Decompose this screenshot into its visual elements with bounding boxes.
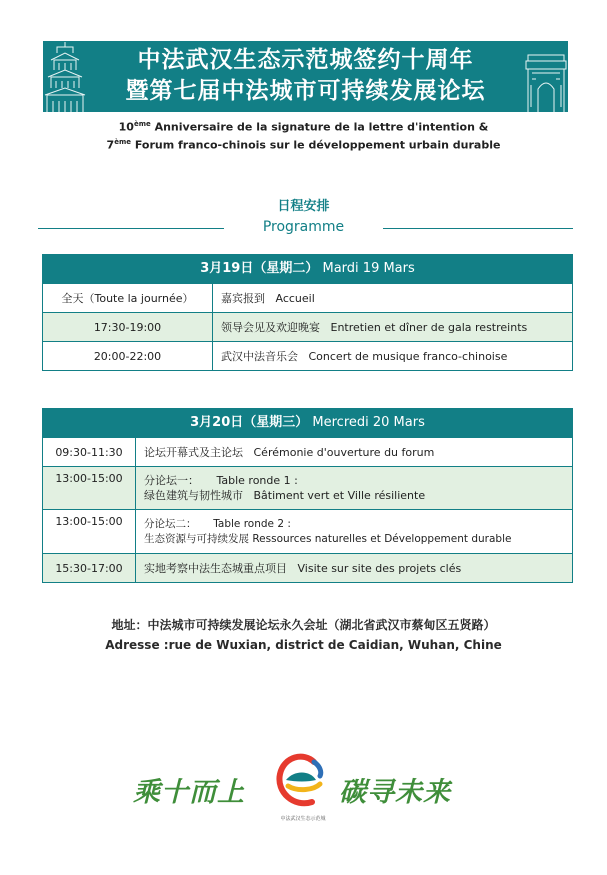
slogan-right: 碳寻未来 bbox=[339, 777, 451, 808]
day1-header-cn: 3月19日（星期二） bbox=[200, 261, 319, 276]
subtitle-line2 bbox=[0, 135, 607, 153]
day2-header-fr: Mercredi 20 Mars bbox=[312, 415, 425, 430]
event-cn: 领导会见及欢迎晚宴 bbox=[221, 321, 320, 334]
address-cn: 地址：中法城市可持续发展论坛永久会址（湖北省武汉市蔡甸区五贤路） bbox=[111, 618, 496, 632]
subtitle-line1-text: Anniversaire de la signature de la lettre d'intention & bbox=[150, 120, 489, 134]
event-fr: Entretien et dîner de gala restreints bbox=[330, 321, 528, 334]
slogan-left: 乘十而上 bbox=[133, 777, 245, 808]
programme-title-cn: 日程安排 bbox=[277, 199, 330, 214]
event-cn-2: 绿色建筑与韧性城市 bbox=[144, 489, 243, 502]
event-fr: Visite sur site des projets clés bbox=[297, 562, 462, 575]
schedule-day2-header bbox=[43, 409, 572, 437]
event-cell bbox=[136, 467, 425, 509]
table-row bbox=[43, 466, 572, 509]
subtitle-line1-number: 10 bbox=[118, 120, 134, 134]
event-fr: Table ronde 2 : bbox=[213, 517, 291, 530]
subtitle-line2-number: 7 bbox=[106, 138, 115, 152]
banner-title-line1: 中法武汉生态示范城签约十周年 bbox=[137, 47, 474, 73]
event-cell bbox=[136, 554, 461, 582]
event-fr-2: Bâtiment vert et Ville résiliente bbox=[253, 489, 426, 502]
event-cn: 分论坛一： bbox=[144, 474, 199, 487]
schedule-day1-header bbox=[43, 255, 572, 283]
banner-title bbox=[43, 45, 568, 107]
event-cell bbox=[136, 438, 434, 466]
time-cell: 20:00-22:00 bbox=[43, 342, 213, 370]
event-cell bbox=[213, 313, 527, 341]
event-cell bbox=[136, 510, 511, 553]
time-cell: 17:30-19:00 bbox=[43, 313, 213, 341]
event-fr: Cérémonie d'ouverture du forum bbox=[253, 446, 435, 459]
event-fr: Accueil bbox=[275, 292, 315, 305]
eco-city-logo-icon bbox=[274, 752, 330, 812]
day2-header-cn: 3月20日（星期三） bbox=[190, 415, 309, 430]
event-cell bbox=[213, 342, 507, 370]
time-cell: 09:30-11:30 bbox=[43, 438, 136, 466]
schedule-day1 bbox=[42, 254, 573, 371]
banner-title-line2: 暨第七届中法城市可持续发展论坛 bbox=[125, 78, 486, 104]
table-row bbox=[43, 341, 572, 370]
table-row bbox=[43, 283, 572, 312]
table-row bbox=[43, 509, 572, 553]
programme-title-fr: Programme bbox=[262, 219, 345, 235]
event-fr-2: Ressources naturelles et Développement durable bbox=[252, 532, 512, 545]
divider-right bbox=[383, 228, 573, 229]
event-cell bbox=[213, 284, 315, 312]
logo-caption: 中法武汉生态示范城 bbox=[280, 816, 326, 822]
subtitle bbox=[0, 117, 607, 152]
subtitle-line1 bbox=[0, 117, 607, 135]
time-cell: 全天（Toute la journée） bbox=[43, 284, 213, 312]
time-cell: 15:30-17:00 bbox=[43, 554, 136, 582]
table-row bbox=[43, 553, 572, 582]
subtitle-line1-sup: ème bbox=[133, 120, 151, 128]
schedule-day2 bbox=[42, 408, 573, 583]
event-cn: 论坛开幕式及主论坛 bbox=[144, 446, 243, 459]
event-cn: 嘉宾报到 bbox=[221, 292, 265, 305]
divider-left bbox=[38, 228, 224, 229]
event-fr: Table ronde 1 : bbox=[216, 474, 298, 487]
time-cell: 13:00-15:00 bbox=[43, 510, 136, 553]
event-cn: 实地考察中法生态城重点项目 bbox=[144, 562, 287, 575]
header-banner bbox=[43, 41, 568, 112]
subtitle-line2-sup: ème bbox=[114, 137, 131, 146]
event-cn: 武汉中法音乐会 bbox=[221, 350, 298, 363]
programme-heading bbox=[0, 198, 607, 237]
address bbox=[0, 615, 607, 655]
event-fr: Concert de musique franco-chinoise bbox=[308, 350, 508, 363]
table-row bbox=[43, 437, 572, 466]
time-cell: 13:00-15:00 bbox=[43, 467, 136, 509]
address-fr: Adresse :rue de Wuxian, district de Caidian, Wuhan, Chine bbox=[105, 638, 502, 652]
subtitle-line2-text: Forum franco-chinois sur le développement urbain durable bbox=[131, 138, 501, 152]
event-cn-2: 生态资源与可持续发展 bbox=[144, 532, 249, 545]
event-cn: 分论坛二： bbox=[144, 517, 197, 530]
day1-header-fr: Mardi 19 Mars bbox=[322, 261, 415, 276]
arc-de-triomphe-icon bbox=[524, 41, 568, 112]
table-row bbox=[43, 312, 572, 341]
